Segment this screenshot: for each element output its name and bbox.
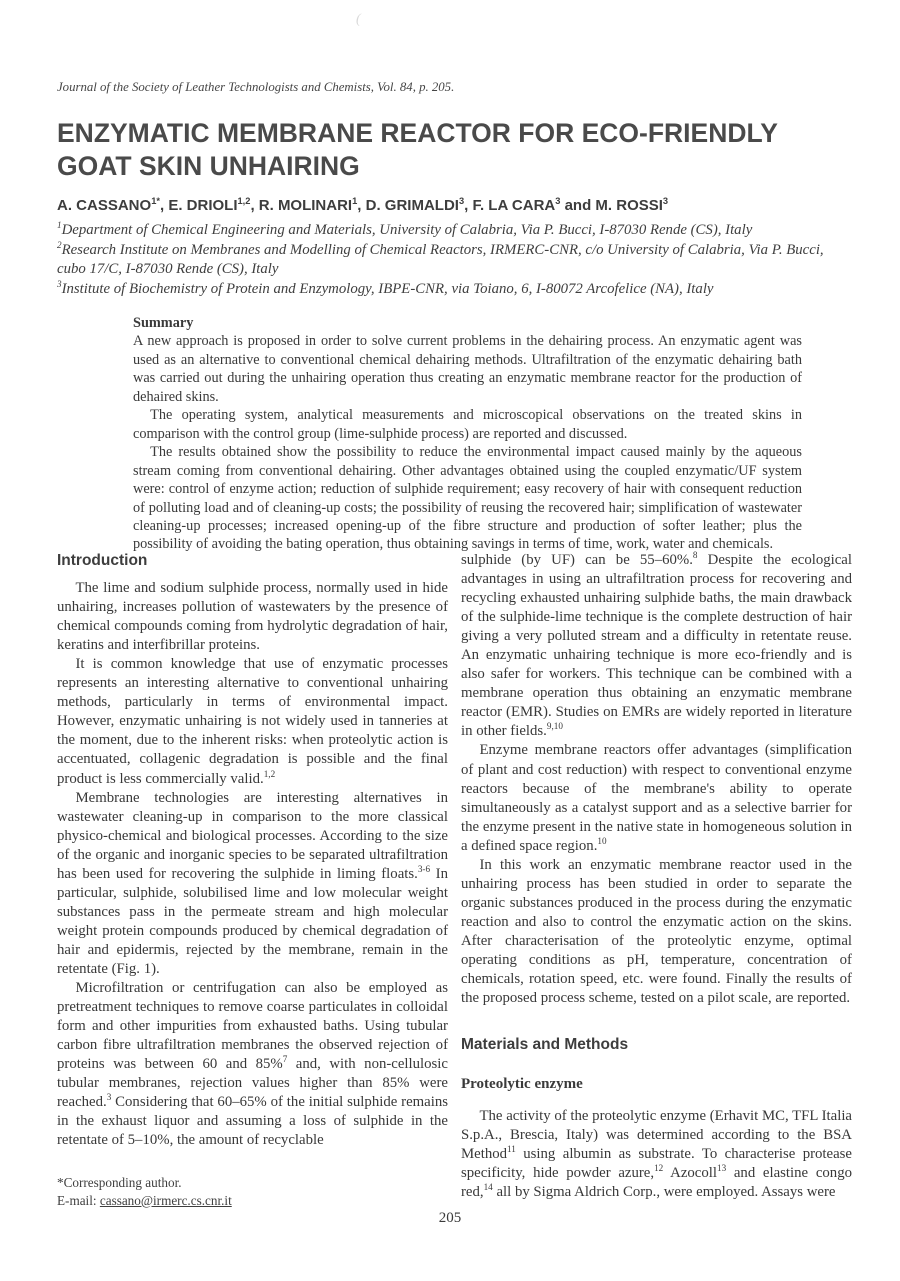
title-line-2: GOAT SKIN UNHAIRING: [57, 151, 360, 181]
scan-artifact: (: [356, 12, 361, 27]
email-label: E-mail:: [57, 1192, 100, 1208]
authors-line: A. $CASSANO^{1*}$, E. DRIOLI$^{1,2}$, R. MOLINARI$^1$, D. GRIMALDI$^3$, F. LA CARA$^3$ and M. ROSSI$^3$: [57, 196, 669, 214]
body-paragraph: In this work an enzymatic membrane reactor used in the unhairing process has been studied in order to separate the organic substances produced in the process during the enzymatic reaction and also to control the enzymatic action on the skins. After characterisation of the proteolytic enzyme, optimal operating conditions as pH, temperature, concentration of chemicals, rotation speed, etc. were found. Finally the results of the proposed process scheme, tested on a pilot scale, are reported.: [461, 856, 852, 1007]
page-number: 205: [438, 1210, 462, 1226]
introduction-heading: Introduction: [57, 552, 148, 569]
body-paragraph: It is common knowledge that use of enzymatic processes represents an interesting alternative to conventional unhairing methods, particularly in terms of environmental impact. However, enzymatic unhairing is not widely used in tanneries at the moment, due to the inherent risks: when proteolytic action is accentuated, collagenic degradation is possible and the final product is less commercially valid.$^{1,2}$: [57, 656, 448, 787]
body-paragraph: Microfiltration or centrifugation can also be employed as pretreatment techniques to remove coarse particulates in colloidal form and other impurities from exhausted baths. Using tubular carbon fibre ultrafiltration membranes the observed rejection of proteins was between 60 and 85%$^7$ and, with non-cellulosic tubular membranes, rejection values higher than 85% were reached.$^3$ Considering that 60–65% of the initial sulphide remains in the exhaust liquor and assuming a loss of sulphide in the retentate of 5–10%, the amount of recyclable: [57, 980, 448, 1149]
summary-block: [133, 314, 802, 554]
affiliation-1: $^1$Department of Chemical Engineering and Materials, University of Calabria, Via P. Bucci, I-87030 Rende (CS), Italy: [57, 220, 753, 238]
corresponding-author-note: *Corresponding author.: [57, 1175, 182, 1190]
page-title: [57, 117, 857, 183]
body-paragraph: Enzyme membrane reactors offer advantages (simplification of plant and cost reduction) with respect to conventional enzyme reactors because of the membrane's ability to operate simultaneously as a catalyst support and as a selective barrier for the enzyme present in the native state in homogeneous solution in a defined space region.$^{10}$: [461, 742, 852, 854]
right-column: [461, 551, 852, 1202]
left-column: [57, 551, 448, 1209]
summary-heading: Summary: [133, 315, 194, 331]
summary-paragraph: A new approach is proposed in order to solve current problems in the dehairing process. An enzymatic agent was used as an alternative to conventional chemical dehairing methods. Ultrafiltration of the enzymatic dehairing bath was carried out during the unhairing operation thus creating an enzymatic membrane reactor for the production of dehaired skins.: [133, 333, 802, 405]
body-paragraph: The lime and sodium sulphide process, normally used in hide unhairing, increases pollution of wastewaters by the presence of chemical compounds coming from hydrolytic degradation of hair, keratins and interfibrillar proteins.: [57, 580, 448, 654]
materials-methods-heading: Materials and Methods: [461, 1036, 629, 1054]
title-line-1: ENZYMATIC MEMBRANE REACTOR FOR ECO-FRIENDLY: [57, 118, 778, 148]
summary-paragraph: The results obtained show the possibility to reduce the environmental impact caused mainly by the aqueous stream coming from conventional dehairing. Other advantages obtained using the coupled enzymatic/UF system were: control of enzyme action; reduction of sulphide requirement; easy recovery of hair with consequent reduction of polluting load and of cleaning-up costs; the possibility of reusing the recovered hair; simplification of wastewater cleaning-up processes; increased opening-up of the fibre structure and production of softer leather; plus the possibility of avoiding the bating operation, thus obtaining savings in terms of time, work, water and chemicals.: [133, 444, 802, 553]
body-paragraph: The activity of the proteolytic enzyme (Erhavit MC, TFL Italia S.p.A., Brescia, Italy) was determined according to the BSA Method$^{11}$ using albumin as substrate. To characterise protease specificity, hide powder azure,$^{12}$ Azocoll$^{13}$ and elastine congo red,$^{14}$ all by Sigma Aldrich Corp., were employed. Assays were: [461, 1108, 852, 1201]
body-paragraph: Membrane technologies are interesting alternatives in wastewater cleaning-up in comparison to the more classical physico-chemical and biological processes. According to the size of the organic and inorganic species to be separated ultrafiltration has been used for recovering the sulphide in liming floats.$^{3-6}$ In particular, sulphide, solubilised lime and low molecular weight substances pass in the permeate stream and high molecular weight protein compounds produced by chemical degradation of hair and epidermis, rejected by the membrane, remain in the retentate (Fig. 1).: [57, 789, 448, 977]
body-paragraph: sulphide (by UF) can be 55–60%.$^8$ Despite the ecological advantages in using an ultrafiltration process for recovering and recycling exhausted unhairing sulphide baths, the main drawback of the sulphide-lime technique is the complete destruction of hair giving a very polluted stream and a difficulty in retentate reuse. An enzymatic unhairing technique is more eco-friendly and is also safer for workers. This technique can be combined with a membrane operation thus obtaining an enzymatic membrane reactor (EMR). Studies on EMRs are widely reported in literature in other fields.$^{9,10}$: [461, 550, 852, 740]
email-address: cassano@irmerc.cs.cnr.it: [99, 1192, 232, 1208]
proteolytic-enzyme-heading: Proteolytic enzyme: [461, 1076, 583, 1093]
affiliations-block: [57, 221, 855, 299]
footnote-block: [57, 1174, 448, 1209]
email-line: [57, 1192, 448, 1210]
journal-header: Journal of the Society of Leather Technologists and Chemists, Vol. 84, p. 205.: [57, 80, 455, 94]
affiliation-2: $^2$Research Institute on Membranes and Modelling of Chemical Reactors, IRMERC-CNR, c/o University of Calabria, Via P. Bucci, cubo 17/C, I-87030 Rende (CS), Italy: [57, 239, 824, 278]
summary-paragraph: The operating system, analytical measurements and microscopical observations on the treated skins in comparison with the control group (lime-sulphide process) are reported and discussed.: [133, 407, 802, 442]
affiliation-3: $^3$Institute of Biochemistry of Protein and Enzymology, IBPE-CNR, via Toiano, 6, I-80072 Arcofelice (NA), Italy: [57, 278, 714, 297]
